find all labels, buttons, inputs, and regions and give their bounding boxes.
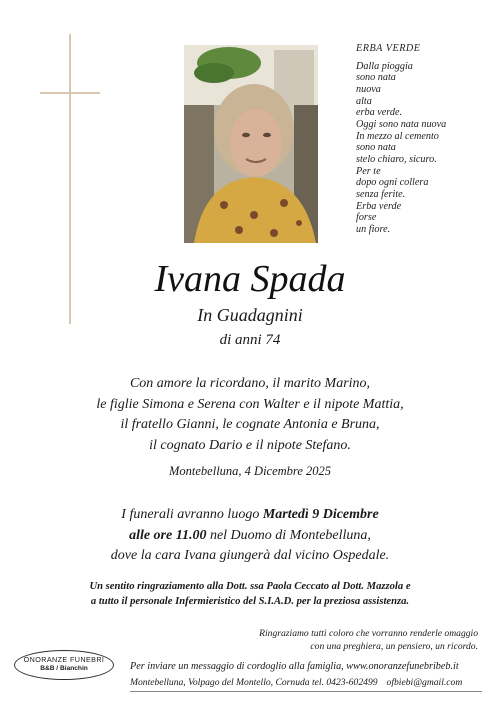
address-text: Montebelluna, Volpago del Montello, Cornuda tel. 0423-602499: [130, 677, 378, 688]
poem-line: Dalla pioggia: [356, 60, 413, 72]
poem-line: Oggi sono nata nuova: [356, 118, 447, 130]
family-line: le figlie Simona e Serena con Walter e il nipote Mattia,: [96, 396, 404, 412]
general-thanks-line: con una preghiera, un pensiero, un ricordo.: [310, 640, 478, 652]
acknowledgement-line: Un sentito ringraziamento alla Dott. ssa Paola Ceccato al Dott. Mazzola e: [89, 581, 411, 592]
poem-line: sono nata: [356, 72, 396, 84]
poem-line: forse: [356, 212, 377, 224]
funeral-date: Martedì 9 Dicembre: [262, 507, 379, 522]
poem-line: nuova: [356, 83, 381, 95]
deceased-age: di anni 74: [219, 332, 281, 348]
funeral-line-3: dove la cara Ivana giungerà dal vicino Ospedale.: [110, 548, 390, 563]
poem-line: Erba verde: [356, 200, 402, 212]
funeral-time: alle ore 11.00: [129, 527, 207, 543]
poem-title: ERBA VERDE: [356, 43, 421, 54]
logo-bottom-text: B&B / Bianchin: [40, 665, 88, 672]
poem-line: sono nata: [356, 142, 396, 154]
acknowledgement: [0, 580, 500, 609]
poem-line: senza ferite.: [356, 188, 406, 200]
poem-line: un fiore.: [356, 223, 391, 235]
deceased-married-name: In Guadagnini: [197, 305, 303, 325]
cross-horizontal: [40, 92, 100, 94]
funeral-line-2: [0, 526, 500, 547]
poem-line: dopo ogni collera: [356, 177, 429, 189]
poem-line: Per te: [356, 165, 381, 177]
deceased-photo: [184, 45, 318, 243]
funeral-text: I funerali avranno luogo: [121, 507, 263, 522]
family-line: Con amore la ricordano, il marito Marino,: [129, 376, 371, 391]
poem-body: [356, 61, 446, 236]
logo-top-text: ONORANZE FUNEBRI: [23, 655, 105, 664]
funeral-home-logo: [14, 650, 114, 680]
funeral-home-address: [130, 677, 482, 692]
poem-line: stelo chiaro, sicuro.: [356, 153, 437, 165]
funeral-line-1: [0, 505, 500, 526]
poem-line: erba verde.: [356, 107, 403, 119]
poem-line: In mezzo al cemento: [356, 130, 439, 142]
family-line: il fratello Gianni, le cognate Antonia e Bruna,: [120, 417, 380, 432]
place-date: Montebelluna, 4 Dicembre 2025: [169, 464, 331, 478]
general-thanks-line: Ringraziamo tutti coloro che vorranno renderle omaggio: [259, 628, 478, 639]
condolence-message: Per inviare un messaggio di cordoglio alla famiglia, www.onoranzefunebribeb.it: [130, 661, 459, 672]
deceased-name: Ivana Spada: [154, 258, 346, 300]
funeral-place: nel Duomo di Montebelluna,: [206, 527, 371, 543]
funeral-info: [0, 505, 500, 567]
family-line: il cognato Dario e il nipote Stefano.: [149, 437, 351, 453]
poem-line: alta: [356, 95, 372, 107]
email-link[interactable]: ofbiebi@gmail.com: [386, 677, 463, 688]
acknowledgement-line: a tutto il personale Infermieristico del S.I.A.D. per la preziosa assistenza.: [90, 595, 410, 607]
general-thanks: [259, 628, 478, 653]
family-announcement: [0, 374, 500, 456]
poem: [356, 43, 446, 236]
